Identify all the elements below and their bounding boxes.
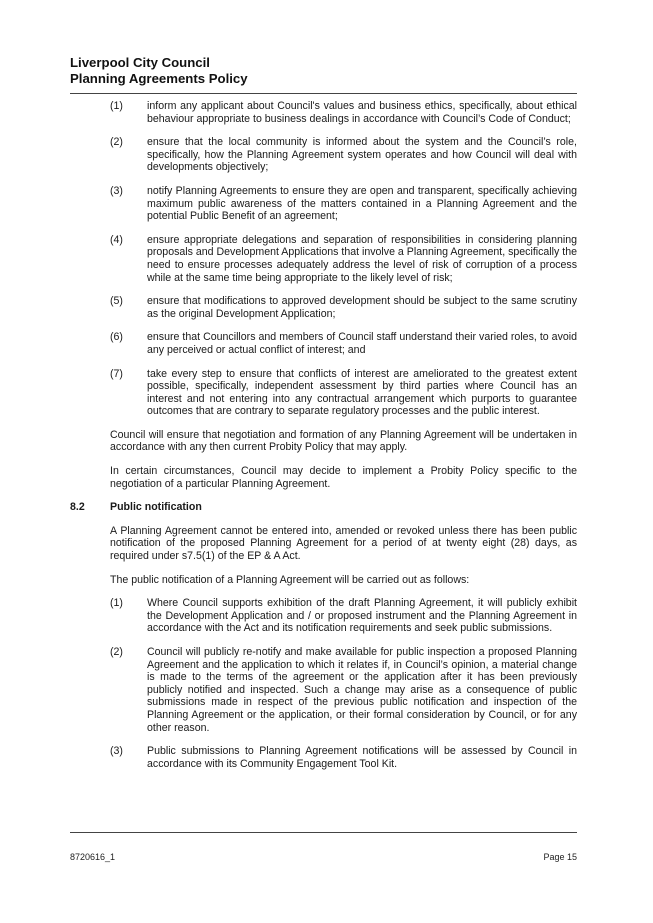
list-item-text: inform any applicant about Council's values and business ethics, specifically, about ethical behaviour appropriate to business dealings in accordance with Council’s Code of Conduct; xyxy=(147,100,577,125)
page-number: Page 15 xyxy=(543,852,577,862)
paragraph: Council will ensure that negotiation and formation of any Planning Agreement will be undertaken in accordance with any then current Probity Policy that may apply. xyxy=(110,428,577,454)
page-body xyxy=(70,100,577,770)
list-item xyxy=(70,597,577,635)
list-item-text: take every step to ensure that conflicts of interest are ameliorated to the greatest extent possible, specifically, independent assessment by third parties where Council has an interest and not entering into any contractual arrangement which purports to guarantee outcomes that are contrary to separate regulatory processes and the public interest. xyxy=(147,367,577,418)
list-item xyxy=(70,646,577,734)
list-item xyxy=(70,234,577,284)
list-item-text: ensure that modifications to approved development should be subject to the same scrutiny as the original Development Application; xyxy=(147,295,577,320)
list-item xyxy=(70,331,577,356)
paragraph: In certain circumstances, Council may decide to implement a Probity Policy specific to the negotiation of a particular Planning Agreement. xyxy=(110,465,577,490)
paragraph: A Planning Agreement cannot be entered into, amended or revoked unless there has been public notification of the proposed Planning Agreement for a period of at twenty eight (28) days, as required under s7.5(1) of the EP & A Act. xyxy=(110,524,577,563)
document-title: Planning Agreements Policy xyxy=(70,71,248,86)
list-item-number: (6) xyxy=(110,331,123,344)
list-item-text: notify Planning Agreements to ensure they are open and transparent, specifically achieving maximum public awareness of the matters contained in a Planning Agreement and the potential Public Benefit of an agreement; xyxy=(147,184,577,223)
section-number: 8.2 xyxy=(70,501,85,514)
list-item-number: (3) xyxy=(110,184,123,197)
list-item-number: (4) xyxy=(110,233,123,246)
header-divider xyxy=(70,93,577,94)
list-item-number: (1) xyxy=(110,100,123,112)
list-item xyxy=(70,136,577,174)
list-item-text: ensure appropriate delegations and separation of responsibilities in considering planning proposals and Development Applications that involve a Planning Agreement, specifically the need to ensure processes adequately address the level of risk of corruption of a process while at the same time being appropriate to the likely level of risk; xyxy=(147,233,577,284)
list-item-text: Public submissions to Planning Agreement notifications will be assessed by Council in accordance with its Community Engagement Tool Kit. xyxy=(147,745,577,770)
list-item-number: (2) xyxy=(110,646,123,658)
list-item xyxy=(70,185,577,223)
list-item-number: (5) xyxy=(110,295,123,308)
list-item-text: ensure that the local community is informed about the system and the Council’s role, specifically, how the Planning Agreement system operates and how Council will deal with developments objectively; xyxy=(147,136,577,174)
list-item xyxy=(70,100,577,125)
list-item-number: (2) xyxy=(110,136,123,149)
list-item-text: Where Council supports exhibition of the draft Planning Agreement, it will publicly exhibit the Development Application and / or proposed instrument and the Planning Agreement in accordance with the Act and its notification requirements and seek public submissions. xyxy=(147,597,577,635)
organisation-name: Liverpool City Council xyxy=(70,55,210,70)
list-item-number: (7) xyxy=(110,367,123,380)
list-item-text: Council will publicly re-notify and make available for public inspection a proposed Planning Agreement and the application to which it relates if, in Council’s opinion, a material change is made to the terms of the agreement or the application after it has been previously publicly notified and inspected. Such a change may arise as a consequence of public submissions made in respect of the previous public notification and inspection of the Planning Agreement or the application, or their formal consideration by Council, or for any other reason. xyxy=(147,646,577,734)
document-header xyxy=(70,55,248,87)
list-item xyxy=(70,295,577,320)
list-item xyxy=(70,745,577,770)
footer-divider xyxy=(70,832,577,833)
list-item-text: ensure that Councillors and members of Council staff understand their varied roles, to avoid any perceived or actual conflict of interest; and xyxy=(147,331,577,356)
section-heading xyxy=(70,501,577,514)
section-title: Public notification xyxy=(110,501,202,514)
list-item xyxy=(70,368,577,418)
document-id: 8720616_1 xyxy=(70,852,116,862)
paragraph: The public notification of a Planning Agreement will be carried out as follows: xyxy=(110,573,470,586)
list-item-number: (1) xyxy=(110,597,123,610)
list-item-number: (3) xyxy=(110,745,123,758)
